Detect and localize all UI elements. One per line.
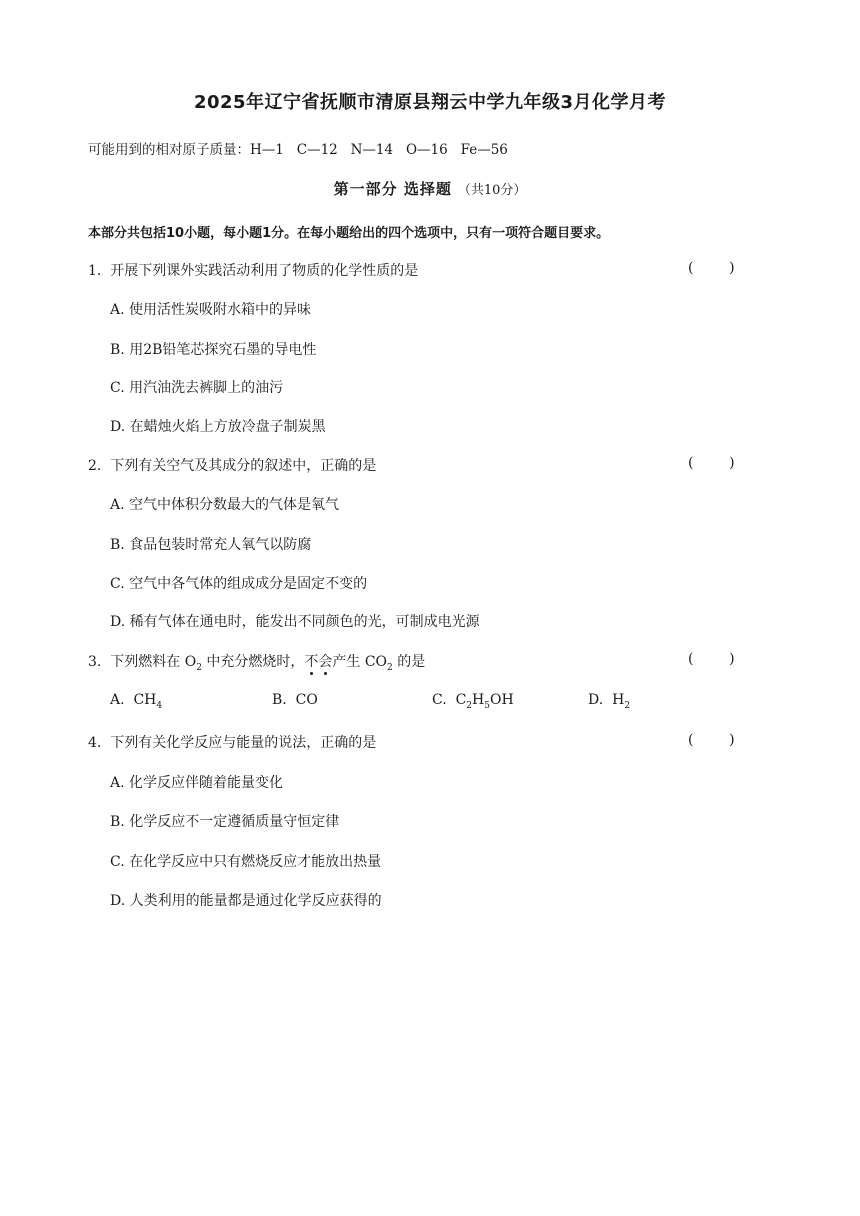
answer-blank: ( ) (688, 732, 735, 748)
question-4-option-b: B. 化学反应不一定遵循质量守恒定律 (110, 814, 340, 830)
subscript: 2 (196, 662, 202, 673)
section-heading (0, 178, 860, 199)
question-text: 开展下列课外实践活动利用了物质的化学性质的是 (110, 263, 419, 279)
option-letter: D. (588, 692, 604, 708)
question-3-stem (88, 651, 425, 673)
option-letter: A. (110, 692, 125, 708)
option-letter: C. (432, 692, 447, 708)
section-title: 第一部分 选择题 (333, 180, 452, 198)
answer-blank: ( ) (688, 455, 735, 471)
question-1-option-d: D. 在蜡烛火焰上方放冷盘子制炭黑 (110, 419, 326, 435)
atomic-masses-line: 可能用到的相对原子质量：H—1 C—12 N—14 O—16 Fe—56 (88, 142, 508, 158)
subscript: 5 (484, 700, 490, 711)
question-2-stem (88, 455, 376, 475)
question-number: 3. (88, 654, 102, 670)
subscript: 2 (387, 662, 393, 673)
question-1-stem (88, 260, 418, 280)
question-4-stem (88, 732, 376, 752)
question-2-option-b: B. 食品包装时常充人氧气以防腐 (110, 537, 312, 553)
subscript: 2 (624, 700, 631, 711)
subscript: 4 (156, 700, 163, 711)
question-4-option-c: C. 在化学反应中只有燃烧反应才能放出热量 (110, 854, 382, 870)
emphasis-text (304, 654, 332, 670)
stem-text: 产生 CO (332, 654, 388, 670)
section-points: （共10分） (457, 183, 527, 198)
question-3-option-c (432, 692, 514, 711)
question-4-option-a: A. 化学反应伴随着能量变化 (110, 775, 284, 791)
question-2-option-d: D. 稀有气体在通电时，能发出不同颜色的光，可制成电光源 (110, 614, 480, 630)
formula-text: CH (133, 692, 157, 708)
question-3-option-a (110, 692, 162, 711)
question-2-option-a: A. 空气中体积分数最大的气体是氧气 (110, 497, 340, 513)
stem-text: 下列燃料在 O (110, 654, 197, 670)
formula-text: H (472, 692, 485, 708)
emphasis-dot (310, 672, 313, 675)
question-3-option-b (272, 692, 318, 708)
question-number: 2. (88, 458, 102, 474)
section-instructions: 本部分共包括10小题，每小题1分。在每小题给出的四个选项中，只有一项符合题目要求。 (88, 226, 610, 241)
formula-text: H (612, 692, 625, 708)
formula-text: CO (295, 692, 318, 708)
question-2-option-c: C. 空气中各气体的组成成分是固定不变的 (110, 576, 368, 592)
question-1-option-b: B. 用2B铅笔芯探究石墨的导电性 (110, 342, 317, 358)
question-number: 4. (88, 735, 102, 751)
formula-text: C (455, 692, 467, 708)
question-1-option-a: A. 使用活性炭吸附水箱中的异味 (110, 302, 312, 318)
answer-blank: ( ) (688, 651, 735, 667)
question-4-option-d: D. 人类利用的能量都是通过化学反应获得的 (110, 893, 382, 909)
emphasized-word: 不会 (304, 654, 333, 670)
exam-title: 2025年辽宁省抚顺市清原县翔云中学九年级3月化学月考 (193, 92, 667, 113)
emphasis-dot (324, 672, 327, 675)
question-number: 1. (88, 263, 102, 279)
question-1-option-c: C. 用汽油洗去裤脚上的油污 (110, 380, 284, 396)
option-letter: B. (272, 692, 287, 708)
formula-text: OH (489, 692, 514, 708)
answer-blank: ( ) (688, 260, 735, 276)
question-text: 下列有关化学反应与能量的说法，正确的是 (110, 735, 377, 751)
stem-text: 中充分燃烧时， (201, 654, 305, 670)
subscript: 2 (466, 700, 473, 711)
question-3-option-d (588, 692, 630, 711)
stem-text: 的是 (392, 654, 426, 670)
question-text: 下列有关空气及其成分的叙述中，正确的是 (110, 458, 377, 474)
